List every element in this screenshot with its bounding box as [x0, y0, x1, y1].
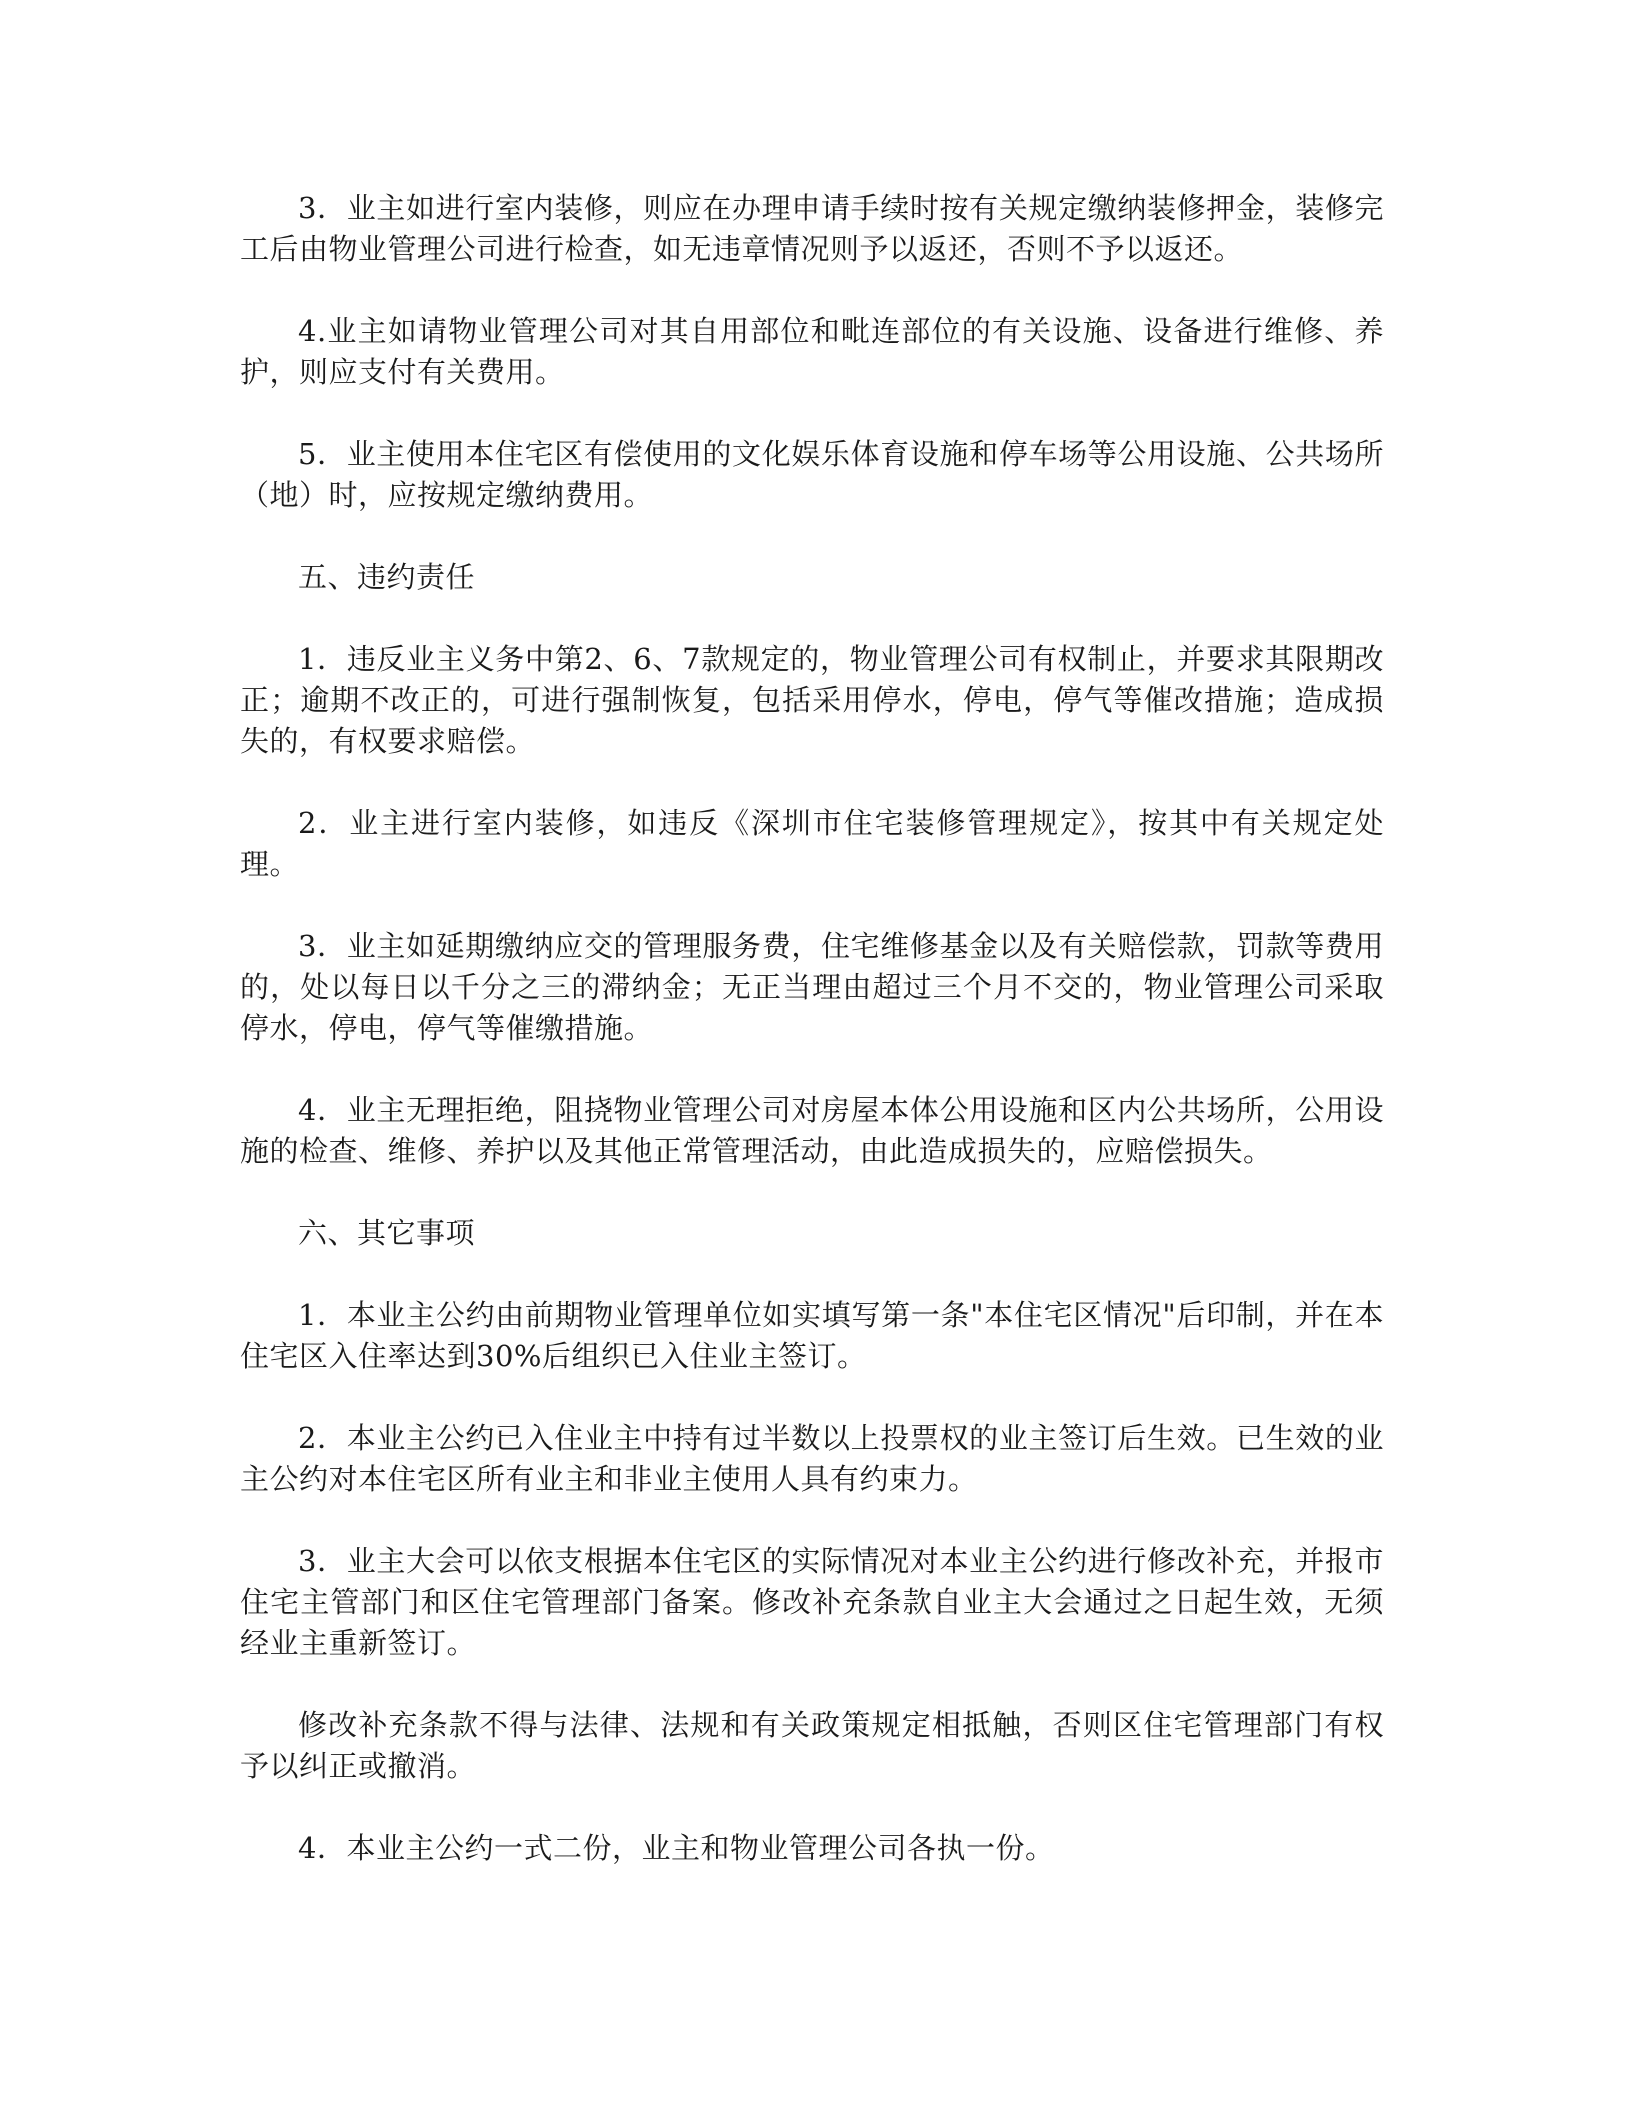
section-heading-liability: 五、违约责任 — [298, 560, 476, 594]
section-heading-other-matters: 六、其它事项 — [298, 1216, 476, 1250]
paragraph-other-2: 2．本业主公约已入住业主中持有过半数以上投票权的业主签订后生效。已生效的业主公约对本住宅区所有业主和非业主使用人具有约束力。 — [240, 1421, 1384, 1496]
paragraph-liability-4: 4．业主无理拒绝，阻挠物业管理公司对房屋本体公用设施和区内公共场所，公用设施的检查、维修、养护以及其他正常管理活动，由此造成损失的，应赔偿损失。 — [240, 1093, 1384, 1168]
paragraph-liability-1: 1．违反业主义务中第2、6、7款规定的，物业管理公司有权制止，并要求其限期改正；逾期不改正的，可进行强制恢复，包括采用停水，停电，停气等催改措施；造成损失的，有权要求赔偿。 — [240, 642, 1384, 758]
paragraph-maintenance-fees: 4.业主如请物业管理公司对其自用部位和毗连部位的有关设施、设备进行维修、养护，则应支付有关费用。 — [240, 314, 1384, 389]
paragraph-liability-2: 2．业主进行室内装修，如违反《深圳市住宅装修管理规定》，按其中有关规定处理。 — [240, 806, 1384, 881]
document-body — [240, 188, 1384, 1910]
paragraph-other-3: 3．业主大会可以依支根据本住宅区的实际情况对本业主公约进行修改补充，并报市住宅主管部门和区住宅管理部门备案。修改补充条款自业主大会通过之日起生效，无须经业主重新签订。 — [240, 1544, 1384, 1660]
paragraph-other-3-supplement: 修改补充条款不得与法律、法规和有关政策规定相抵触，否则区住宅管理部门有权予以纠正或撤消。 — [240, 1708, 1384, 1783]
paragraph-liability-3: 3．业主如延期缴纳应交的管理服务费，住宅维修基金以及有关赔偿款，罚款等费用的，处以每日以千分之三的滞纳金；无正当理由超过三个月不交的，物业管理公司采取停水，停电，停气等催缴措施。 — [240, 929, 1384, 1045]
paragraph-renovation-deposit: 3．业主如进行室内装修，则应在办理申请手续时按有关规定缴纳装修押金，装修完工后由物业管理公司进行检查，如无违章情况则予以返还，否则不予以返还。 — [240, 191, 1384, 266]
paragraph-other-4: 4．本业主公约一式二份，业主和物业管理公司各执一份。 — [298, 1831, 1055, 1865]
paragraph-other-1: 1．本业主公约由前期物业管理单位如实填写第一条"本住宅区情况"后印制，并在本住宅区入住率达到30%后组织已入住业主签订。 — [240, 1298, 1384, 1373]
paragraph-facility-fees: 5．业主使用本住宅区有偿使用的文化娱乐体育设施和停车场等公用设施、公共场所（地）时，应按规定缴纳费用。 — [240, 437, 1384, 512]
